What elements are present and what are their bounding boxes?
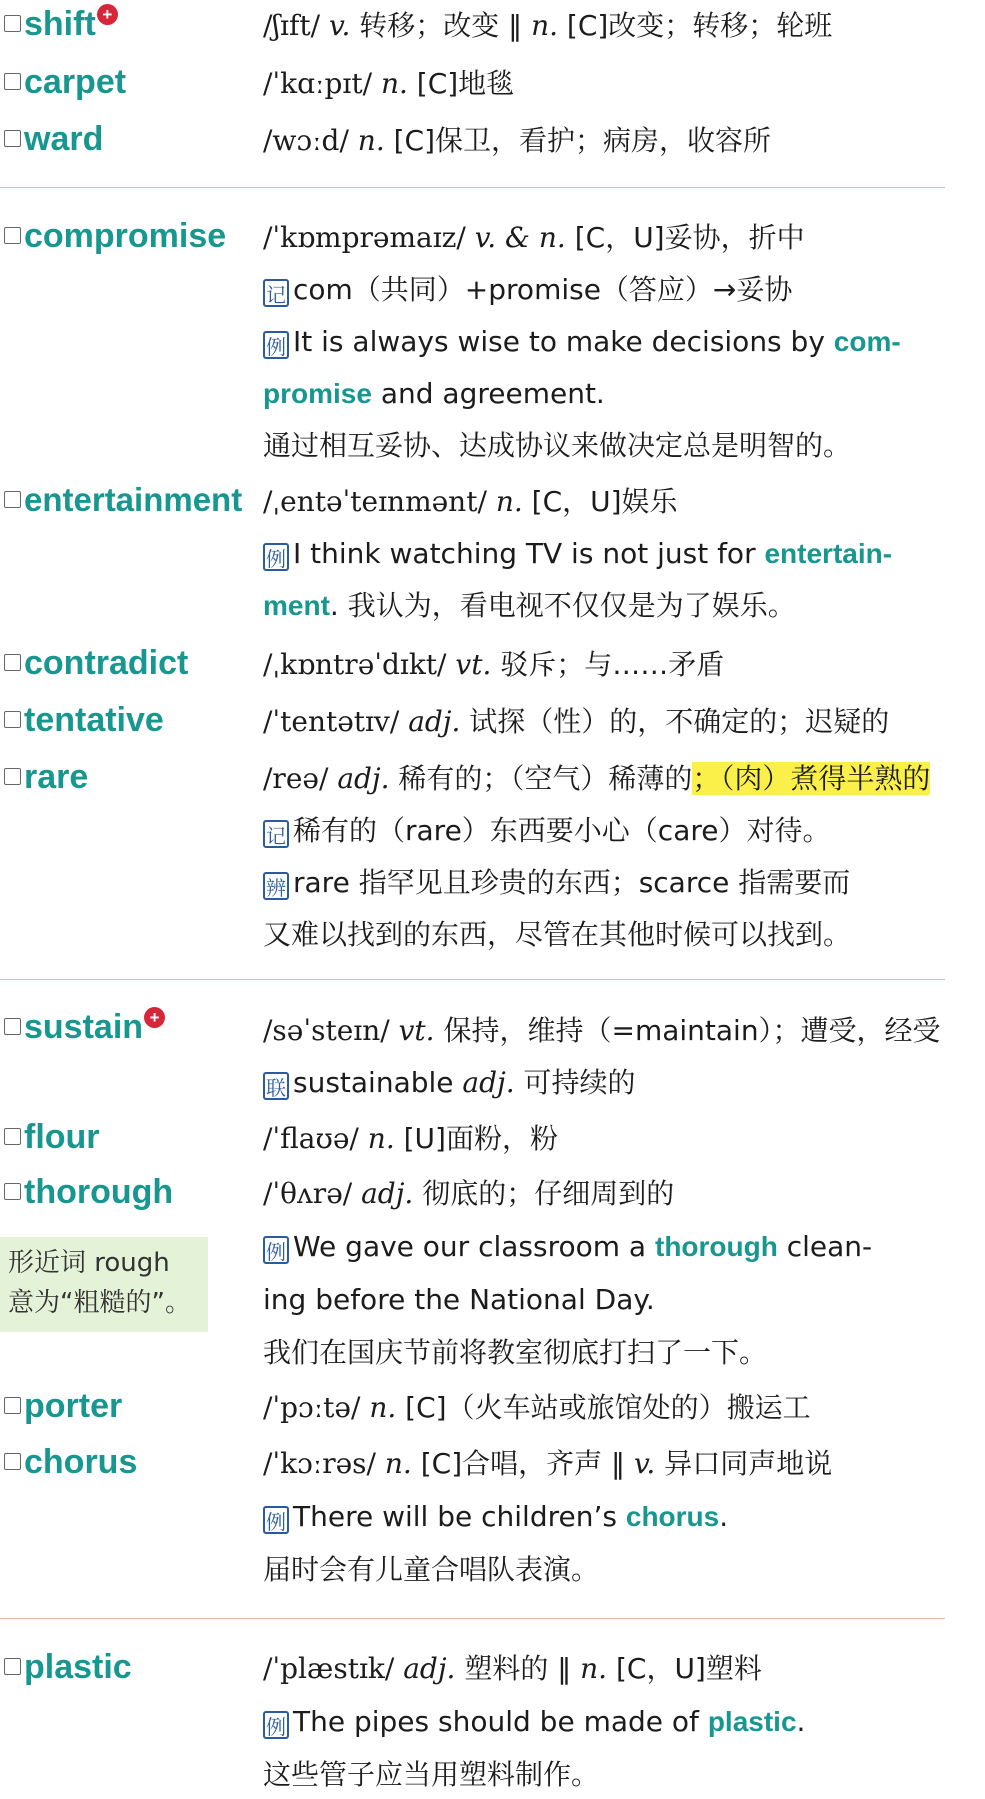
example-icon: 例 bbox=[263, 1236, 289, 1264]
related-icon: 联 bbox=[263, 1072, 289, 1100]
definition-contradict: /ˌkɒntrəˈdɪkt/ vt. 驳斥；与……矛盾 bbox=[263, 648, 725, 681]
sidenote-similar-word: 形近词 rough 意为“粗糙的”。 bbox=[0, 1237, 208, 1332]
translation-compromise: 通过相互妥协、达成协议来做决定总是明智的。 bbox=[263, 429, 852, 462]
definition-compromise: /ˈkɒmprəmaɪz/ v. & n. [C，U]妥协，折中 bbox=[263, 221, 805, 254]
example-plastic: 例 The pipes should be made of plastic. bbox=[263, 1702, 975, 1742]
headword-plastic: plastic bbox=[4, 1647, 132, 1687]
checkbox[interactable] bbox=[4, 711, 21, 728]
distinction-rare-cont: 又难以找到的东西，尽管在其他时候可以找到。 bbox=[263, 918, 852, 951]
definition-thorough: /ˈθʌrə/ adj. 彻底的；仔细周到的 bbox=[263, 1177, 675, 1210]
memo-compromise: 记 com（共同）+promise（答应）→妥协 bbox=[263, 270, 975, 310]
memo-icon: 记 bbox=[263, 820, 289, 848]
section-divider bbox=[0, 187, 945, 188]
example-entertainment-cont: ment. 我认为，看电视不仅仅是为了娱乐。 bbox=[263, 589, 796, 622]
plus-icon: + bbox=[144, 1007, 165, 1028]
example-compromise-cont: promise and agreement. bbox=[263, 377, 605, 410]
checkbox[interactable] bbox=[4, 1018, 21, 1035]
definition-entertainment: /ˌentəˈteɪnmənt/ n. [C，U]娱乐 bbox=[263, 485, 678, 518]
checkbox[interactable] bbox=[4, 1397, 21, 1414]
example-icon: 例 bbox=[263, 543, 289, 571]
definition-plastic: /ˈplæstɪk/ adj. 塑料的 ‖ n. [C，U]塑料 bbox=[263, 1652, 762, 1685]
definition-chorus: /ˈkɔːrəs/ n. [C]合唱，齐声 ‖ v. 异口同声地说 bbox=[263, 1447, 833, 1480]
highlighter-mark: ；（肉）煮得半熟的 bbox=[692, 762, 931, 795]
definition-porter: /ˈpɔːtə/ n. [C]（火车站或旅馆处的）搬运工 bbox=[263, 1391, 811, 1424]
example-thorough: 例 We gave our classroom a thorough clean- bbox=[263, 1227, 975, 1267]
checkbox[interactable] bbox=[4, 15, 21, 32]
headword-porter: porter bbox=[4, 1386, 122, 1426]
example-compromise: 例 It is always wise to make decisions by com- bbox=[263, 322, 975, 362]
checkbox[interactable] bbox=[4, 1453, 21, 1470]
section-divider bbox=[0, 1618, 945, 1619]
headword-ward: ward bbox=[4, 119, 103, 159]
definition-carpet: /ˈkɑːpɪt/ n. [C]地毯 bbox=[263, 67, 515, 100]
definition-shift: /ʃɪft/ v. 转移；改变 ‖ n. [C]改变；转移；轮班 bbox=[263, 9, 833, 42]
section-divider bbox=[0, 979, 945, 980]
example-icon: 例 bbox=[263, 331, 289, 359]
headword-tentative: tentative bbox=[4, 700, 164, 740]
example-thorough-cont: ing before the National Day. bbox=[263, 1283, 655, 1316]
example-icon: 例 bbox=[263, 1506, 289, 1534]
distinction-icon: 辨 bbox=[263, 872, 289, 900]
definition-rare: /reə/ adj. 稀有的；（空气）稀薄的；（肉）煮得半熟的 bbox=[263, 762, 931, 795]
definition-sustain: /səˈsteɪn/ vt. 保持，维持（=maintain）；遭受，经受 bbox=[263, 1014, 941, 1047]
headword-carpet: carpet bbox=[4, 62, 126, 102]
plus-icon: + bbox=[97, 4, 118, 25]
distinction-rare: 辨 rare 指罕见且珍贵的东西；scarce 指需要而 bbox=[263, 863, 975, 903]
definition-tentative: /ˈtentətɪv/ adj. 试探（性）的，不确定的；迟疑的 bbox=[263, 705, 890, 738]
definition-ward: /wɔːd/ n. [C]保卫，看护；病房，收容所 bbox=[263, 124, 772, 157]
example-chorus: 例 There will be children’s chorus. bbox=[263, 1497, 975, 1537]
headword-chorus: chorus bbox=[4, 1442, 137, 1482]
headword-thorough: thorough bbox=[4, 1172, 173, 1212]
headword-entertainment: entertainment bbox=[4, 480, 242, 520]
headword-rare: rare bbox=[4, 757, 88, 797]
translation-thorough: 我们在国庆节前将教室彻底打扫了一下。 bbox=[263, 1336, 768, 1369]
checkbox[interactable] bbox=[4, 654, 21, 671]
checkbox[interactable] bbox=[4, 130, 21, 147]
translation-plastic: 这些管子应当用塑料制作。 bbox=[263, 1758, 600, 1791]
memo-icon: 记 bbox=[263, 279, 289, 307]
headword-shift: shift + bbox=[4, 4, 118, 44]
translation-chorus: 届时会有儿童合唱队表演。 bbox=[263, 1553, 600, 1586]
example-entertainment: 例 I think watching TV is not just for entertain- bbox=[263, 534, 975, 574]
checkbox[interactable] bbox=[4, 768, 21, 785]
checkbox[interactable] bbox=[4, 227, 21, 244]
headword-sustain: sustain + bbox=[4, 1007, 165, 1047]
memo-rare: 记 稀有的（rare）东西要小心（care）对待。 bbox=[263, 811, 975, 851]
headword-contradict: contradict bbox=[4, 643, 188, 683]
example-icon: 例 bbox=[263, 1711, 289, 1739]
definition-flour: /ˈflaʊə/ n. [U]面粉，粉 bbox=[263, 1122, 558, 1155]
checkbox[interactable] bbox=[4, 73, 21, 90]
checkbox[interactable] bbox=[4, 1658, 21, 1675]
checkbox[interactable] bbox=[4, 491, 21, 508]
headword-compromise: compromise bbox=[4, 216, 226, 256]
related-sustain: 联 sustainable adj. 可持续的 bbox=[263, 1063, 975, 1103]
headword-flour: flour bbox=[4, 1117, 100, 1157]
checkbox[interactable] bbox=[4, 1128, 21, 1145]
checkbox[interactable] bbox=[4, 1183, 21, 1200]
